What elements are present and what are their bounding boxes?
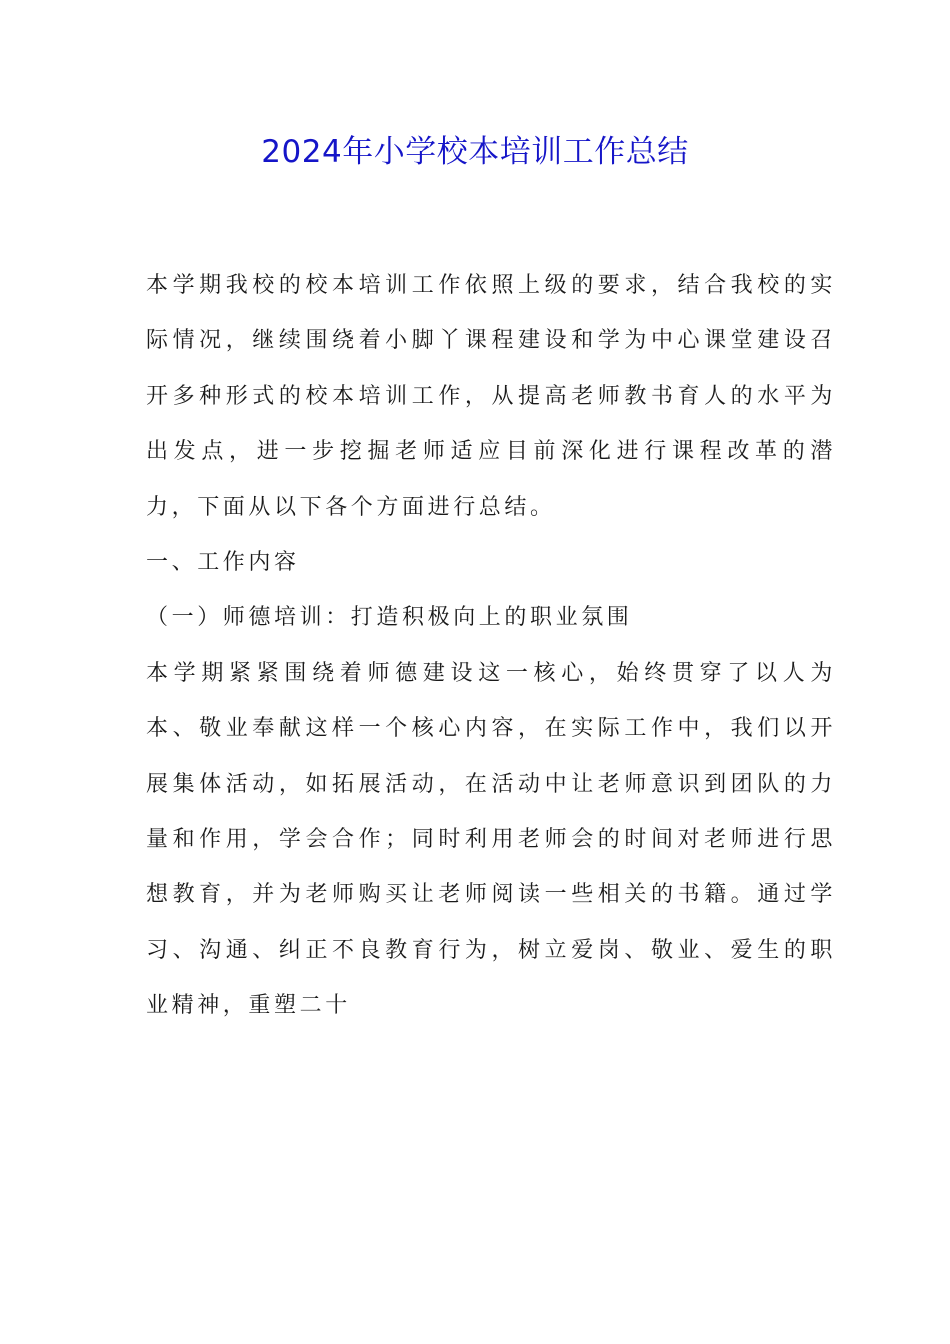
section-heading: 一、工作内容 xyxy=(146,550,300,576)
intro-paragraph: 本学期我校的校本培训工作依照上级的要求，结合我校的实际情况，继续围绕着小脚丫课程建设和学为中心课堂建设召开多种形式的校本培训工作，从提高老师教书育人的水平为出发点，进一步挖掘老师适应目前深化进行课程改革的潜力，下面从以下各个方面进行总结。 xyxy=(146,273,836,520)
document-body xyxy=(146,258,836,1034)
document-title: 2024年小学校本培训工作总结 xyxy=(261,134,689,170)
subsection-heading: （一）师德培训：打造积极向上的职业氛围 xyxy=(146,605,633,631)
body-paragraph: 本学期紧紧围绕着师德建设这一核心，始终贯穿了以人为本、敬业奉献这样一个核心内容，在实际工作中，我们以开展集体活动，如拓展活动，在活动中让老师意识到团队的力量和作用，学会合作；同时利用老师会的时间对老师进行思想教育，并为老师购买让老师阅读一些相关的书籍。通过学习、沟通、纠正不良教育行为，树立爱岗、敬业、爱生的职业精神，重塑二十 xyxy=(146,660,836,1019)
